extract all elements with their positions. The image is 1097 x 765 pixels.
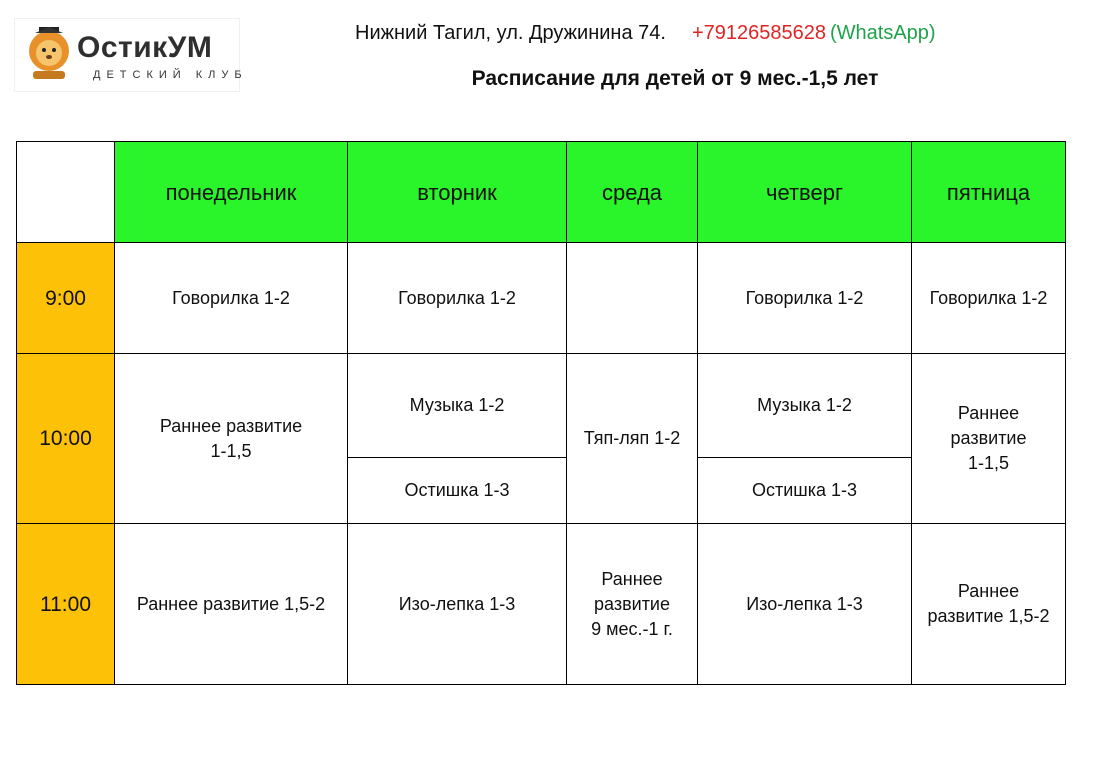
schedule-cell: Раннее развитие 1,5-2 [115, 524, 348, 685]
schedule-cell: Тяп-ляп 1-2 [567, 354, 698, 524]
phone-number: +79126585628 [691, 22, 826, 44]
logo-subtitle: ДЕТСКИЙ КЛУБ [93, 69, 248, 81]
day-header: среда [567, 142, 698, 243]
schedule-table [16, 141, 1066, 685]
schedule-cell: Изо-лепка 1-3 [348, 524, 567, 685]
table-row [17, 243, 1066, 354]
schedule-cell: Говорилка 1-2 [912, 243, 1066, 354]
cell-line: 1-1,5 [967, 453, 1010, 473]
cell-line: развитие [950, 428, 1027, 448]
corner-cell [17, 142, 115, 243]
schedule-cell: Музыка 1-2 [348, 354, 567, 458]
table-header-row [17, 142, 1066, 243]
table-row [17, 354, 1066, 458]
page-title: Расписание для детей от 9 мес.-1,5 лет [471, 67, 879, 90]
schedule-cell [567, 243, 698, 354]
table-row [17, 524, 1066, 685]
cell-line: Раннее [957, 403, 1020, 423]
cell-line: развитие [594, 593, 670, 614]
cell-line: Раннее [601, 568, 663, 589]
logo-title: ОстикУМ [77, 31, 213, 64]
time-cell: 9:00 [17, 243, 115, 354]
schedule-cell: Говорилка 1-2 [115, 243, 348, 354]
schedule-cell: Музыка 1-2 [698, 354, 912, 458]
schedule-cell: Остишка 1-3 [698, 458, 912, 524]
time-cell: 10:00 [17, 354, 115, 524]
schedule-cell: Изо-лепка 1-3 [698, 524, 912, 685]
schedule-cell [567, 524, 698, 685]
cell-line: Раннее [957, 581, 1020, 601]
schedule-cell [115, 354, 348, 524]
schedule-cell [912, 524, 1066, 685]
cell-line: 9 мес.-1 г. [591, 618, 673, 639]
schedule-cell: Говорилка 1-2 [348, 243, 567, 354]
day-header: четверг [698, 142, 912, 243]
cell-line: Раннее развитие [159, 415, 303, 436]
messenger-label: (WhatsApp) [829, 22, 936, 44]
day-header: понедельник [115, 142, 348, 243]
cell-line: 1-1,5 [210, 440, 252, 461]
schedule-cell [912, 354, 1066, 524]
schedule-cell: Остишка 1-3 [348, 458, 567, 524]
day-header: вторник [348, 142, 567, 243]
contact-line [355, 22, 936, 45]
cell-line: развитие 1,5-2 [927, 606, 1050, 626]
schedule-cell: Говорилка 1-2 [698, 243, 912, 354]
address: Нижний Тагил, ул. Дружинина 74. [355, 22, 666, 44]
day-header: пятница [912, 142, 1066, 243]
time-cell: 11:00 [17, 524, 115, 685]
